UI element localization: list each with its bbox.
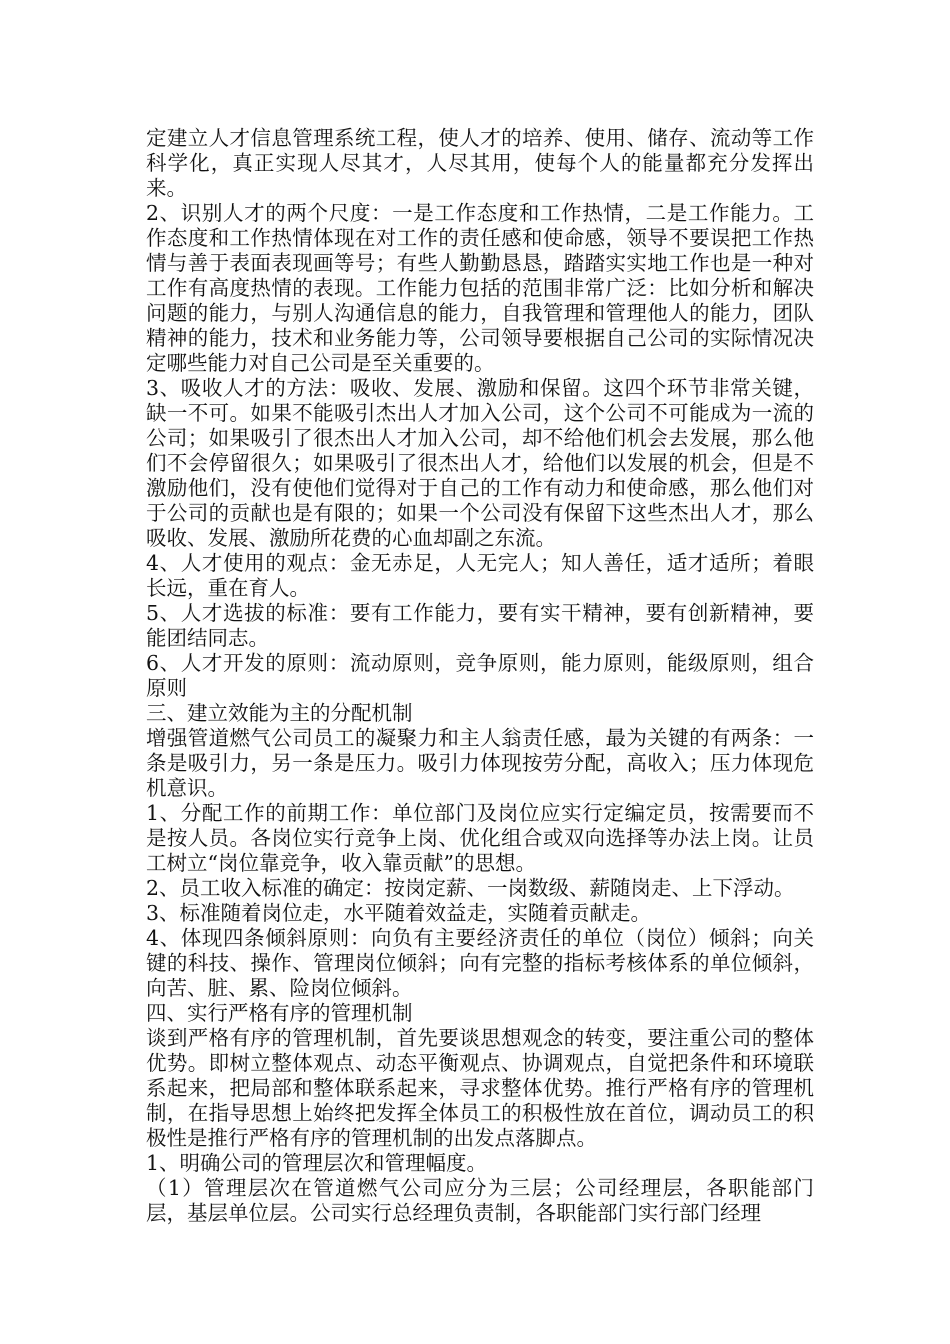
section-heading-distribution: 三、建立效能为主的分配机制 [146, 701, 413, 725]
paragraph-absorb-talent: 3、吸收人才的方法：吸收、发展、激励和保留。这四个环节非常关键，缺一不可。如果不能吸引杰出人才加入公司，这个公司不可能成为一流的公司；如果吸引了很杰出人才加入公司，却不给他们机会去发展，那么他们不会停留很久；如果吸引了很杰出人才，给他们以发展的机会，但是不激励他们，没有使他们觉得对于自己的工作有动力和使命感，那么他们对于公司的贡献也是有限的；如果一个公司没有保留下这些杰出人才，那么吸收、发展、激励所花费的心血却副之东流。 [146, 376, 814, 550]
section-heading-management: 四、实行严格有序的管理机制 [146, 1001, 413, 1025]
paragraph-four-principles: 4、体现四条倾斜原则：向负有主要经济责任的单位（岗位）倾斜；向关键的科技、操作、管理岗位倾斜；向有完整的指标考核体系的单位倾斜，向苦、脏、累、险岗位倾斜。 [146, 926, 814, 1000]
paragraph-cohesion: 增强管道燃气公司员工的凝聚力和主人翁责任感，最为关键的有两条：一条是吸引力，另一条是压力。吸引力体现按劳分配，高收入；压力体现危机意识。 [146, 726, 814, 800]
paragraph-develop-talent: 6、人才开发的原则：流动原则，竞争原则，能力原则，能级原则，组合原则 [146, 651, 814, 700]
paragraph-standard-follows-post: 3、标准随着岗位走，水平随着效益走，实随着贡献走。 [146, 901, 652, 925]
paragraph-three-layers: （1）管理层次在管道燃气公司应分为三层；公司经理层，各职能部门层，基层单位层。公司实行总经理负责制，各职能部门实行部门经理 [146, 1176, 814, 1225]
paragraph-select-talent: 5、人才选拔的标准：要有工作能力，要有实干精神，要有创新精神，要能团结同志。 [146, 601, 814, 650]
paragraph-use-talent: 4、人才使用的观点：金无赤足，人无完人；知人善任，适才适所；着眼长远，重在育人。 [146, 551, 814, 600]
document-body [146, 126, 814, 1226]
paragraph-identify-talent: 2、识别人才的两个尺度：一是工作态度和工作热情，二是工作能力。工作态度和工作热情体现在对工作的责任感和使命感，领导不要误把工作热情与善于表面表现画等号；有些人勤勤恳恳，踏踏实实地工作也是一种对工作有高度热情的表现。工作能力包括的范围非常广泛：比如分析和解决问题的能力，与别人沟通信息的能力，自我管理和管理他人的能力，团队精神的能力，技术和业务能力等，公司领导要根据自己公司的实际情况决定哪些能力对自己公司是至关重要的。 [146, 201, 814, 375]
paragraph-income-standard: 2、员工收入标准的确定：按岗定薪、一岗数级、薪随岗走、上下浮动。 [146, 876, 795, 900]
paragraph-talent-info-system: 定建立人才信息管理系统工程，使人才的培养、使用、储存、流动等工作科学化，真正实现人尽其才，人尽其用，使每个人的能量都充分发挥出来。 [146, 126, 814, 200]
paragraph-strict-management: 谈到严格有序的管理机制，首先要谈思想观念的转变，要注重公司的整体优势。即树立整体观点、动态平衡观点、协调观点，自觉把条件和环境联系起来，把局部和整体联系起来，寻求整体优势。推行严格有序的管理机制，在指导思想上始终把发挥全体员工的积极性放在首位，调动员工的积极性是推行严格有序的管理机制的出发点落脚点。 [146, 1026, 814, 1150]
paragraph-preliminary-work: 1、分配工作的前期工作：单位部门及岗位应实行定编定员，按需要而不是按人员。各岗位实行竞争上岗、优化组合或双向选择等办法上岗。让员工树立“岗位靠竞争，收入靠贡献”的思想。 [146, 801, 814, 875]
paragraph-management-levels: 1、明确公司的管理层次和管理幅度。 [146, 1151, 488, 1175]
